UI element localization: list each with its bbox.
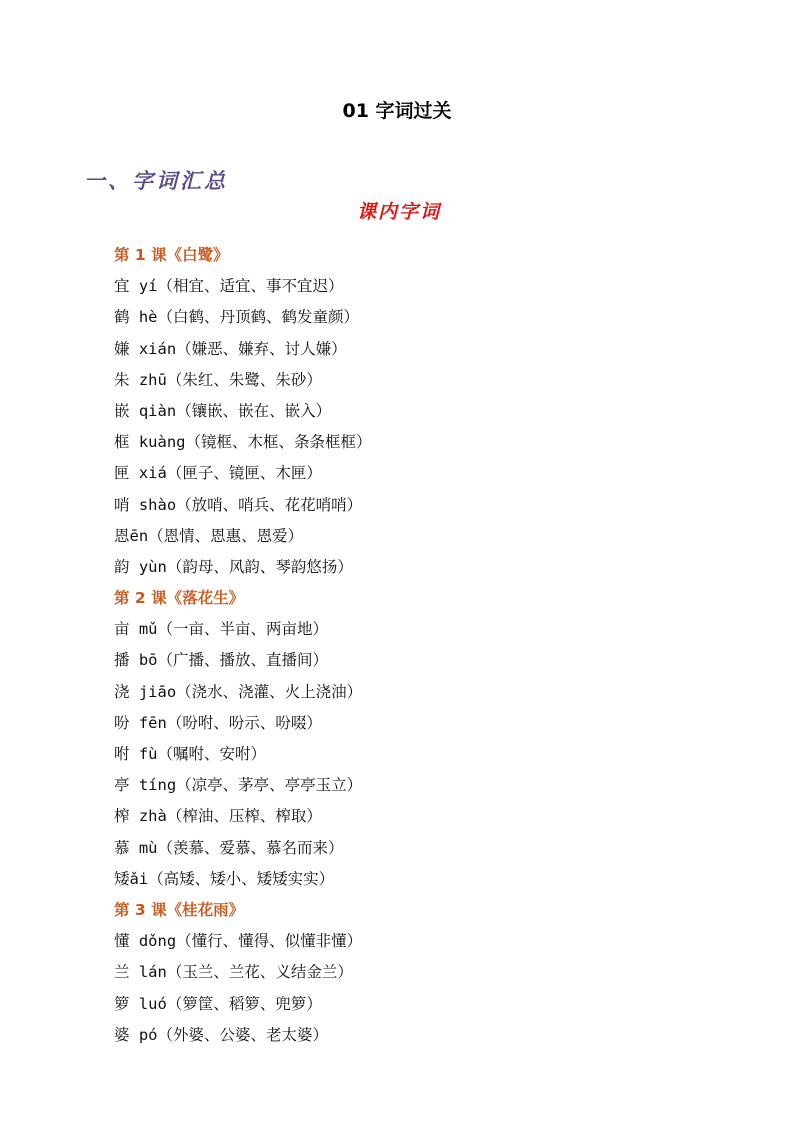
word-entry: 慕 mù（羡慕、爱慕、慕名而来） xyxy=(114,838,344,857)
word-entry: 咐 fù（嘱咐、安咐） xyxy=(114,745,266,763)
word-list xyxy=(114,240,714,1051)
word-entry: 朱 zhū（朱红、朱鹭、朱砂） xyxy=(114,370,322,389)
word-entry: 鹤 hè（白鹤、丹顶鹤、鹤发童颜） xyxy=(114,308,359,327)
word-entry: 宜 yí（相宜、适宜、事不宜迟） xyxy=(114,277,344,296)
document-title: 01 字词过关 xyxy=(342,100,452,122)
section-heading: 一、字词汇总 xyxy=(84,168,228,193)
word-entry: 嵌 qiàn（镶嵌、嵌在、嵌入） xyxy=(114,401,332,420)
word-entry: 矮ǎi（高矮、矮小、矮矮实实） xyxy=(114,869,335,888)
word-entry: 韵 yùn（韵母、风韵、琴韵悠扬） xyxy=(114,557,353,576)
word-entry: 兰 lán（玉兰、兰花、义结金兰） xyxy=(114,963,353,982)
word-entry: 播 bō（广播、播放、直播间） xyxy=(114,651,328,670)
word-entry: 嫌 xián（嫌恶、嫌弃、讨人嫌） xyxy=(114,339,347,358)
lesson-heading: 第 1 课《白鹭》 xyxy=(114,246,229,264)
lesson-heading: 第 2 课《落花生》 xyxy=(114,589,245,608)
sub-heading: 课内字词 xyxy=(356,201,441,223)
word-entry: 婆 pó（外婆、公婆、老太婆） xyxy=(114,1025,328,1044)
word-entry: 箩 luó（箩筐、稻箩、兜箩） xyxy=(114,994,322,1013)
lesson-heading: 第 3 课《桂花雨》 xyxy=(114,900,245,919)
word-entry: 懂 dǒng（懂行、懂得、似懂非懂） xyxy=(114,932,363,951)
word-entry: 哨 shào（放哨、哨兵、花花哨哨） xyxy=(114,495,363,514)
word-entry: 框 kuàng（镜框、木框、条条框框） xyxy=(114,433,372,452)
word-entry: 榨 zhà（榨油、压榨、榨取） xyxy=(114,807,322,826)
word-entry: 浇 jiāo（浇水、浇灌、火上浇油） xyxy=(114,682,363,701)
word-entry: 恩ēn（恩情、恩惠、恩爱） xyxy=(114,526,304,545)
word-entry: 亭 tíng（凉亭、茅亭、亭亭玉立） xyxy=(114,776,363,795)
word-entry: 吩 fēn（吩咐、吩示、吩啜） xyxy=(114,713,322,732)
word-entry: 匣 xiá（匣子、镜匣、木匣） xyxy=(114,464,322,483)
word-entry: 亩 mǔ（一亩、半亩、两亩地） xyxy=(114,620,328,639)
